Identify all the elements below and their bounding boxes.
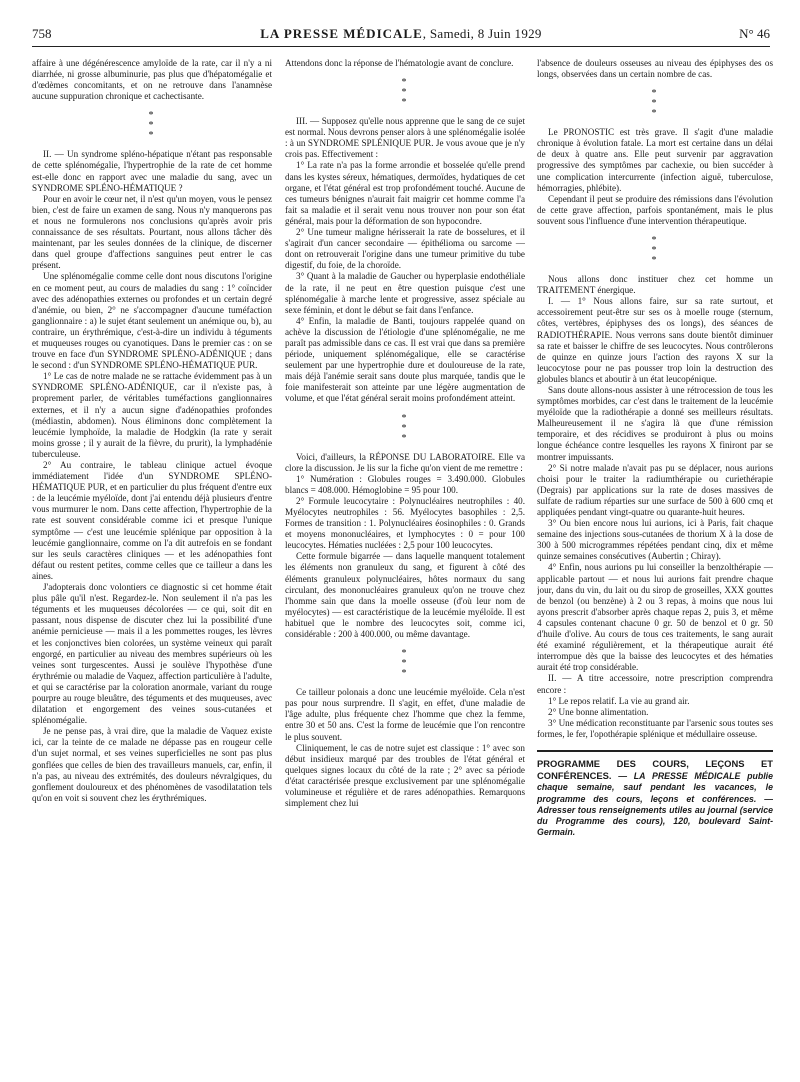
programme-text: — LA PRESSE MÉDICALE publie chaque semaine, sauf pendant les vacances, le programme des cours, leçons et conférences. — Adresser tous renseignements utiles au journal (service du Programme des cours), 120, boulevard Saint-Germain. bbox=[537, 771, 773, 838]
paragraph: Cette formule bigarrée — dans laquelle manquent totalement les éléments non granuleux du sang, et figurent à côté des éléments granuleux polynucléaires, hôtes normaux du sang circulant, des mononucléaires granuleux qu'on ne trouve chez l'homme sain que dans la moelle osseuse (d'où leur nom de myélocytes) — est caractéristique de la leucémie myéloïde. Il est habituel que le nombre des leucocytes soit, comme ici, considérable : 200 à 400.000, ou même davantage. bbox=[285, 551, 525, 640]
paragraph: Je ne pense pas, à vrai dire, que la maladie de Vaquez existe ici, car la teinte de ce malade ne dépasse pas en rougeur celle d'un sujet normal, et ses veines superficielles ne sont pas plus gonflées que celles de bien des travailleurs manuels, car, enfin, il n'a pas, au niveau des extrémités, des douleurs névralgiques, du gonflement douloureux et des phénomènes de vasodilatation tels qu'on en voit si souvent chez les érythrémiques. bbox=[32, 726, 272, 803]
paragraph: Cliniquement, le cas de notre sujet est classique : 1° avec son début insidieux marqué par des troubles de l'état général et quelques signes locaux du côté de la rate ; 2° avec sa période d'état caractérisée presque exclusivement par une splénomégalie volumineuse et régulière et de rares adénopathies. Remarquons simplement chez lui bbox=[285, 742, 525, 809]
journal-masthead bbox=[32, 26, 770, 42]
section-separator: * * * bbox=[401, 412, 409, 444]
paragraph: Cependant il peut se produire des rémissions dans l'évolution de cette grave affection, parfois spontanément, mais le plus souvent sous l'influence d'une intervention thérapeutique. bbox=[537, 193, 773, 226]
paragraph: Pour en avoir le cœur net, il n'est qu'un moyen, vous le pensez bien, c'est de faire un examen de sang. Nous n'y manquerons pas et nous ne formulerons nos conclusions qu'après avoir pris connaissance de ses résultats. Pourtant, nous allons tâcher dès maintenant, par les seules données de la clinique, de discerner dans quel groupe d'affections sanguines peut entrer le cas présent. bbox=[32, 193, 272, 271]
paragraph: Voici, d'ailleurs, la RÉPONSE DU LABORATOIRE. Elle va clore la discussion. Je lis sur la fiche qu'on vient de me remettre : bbox=[285, 451, 525, 473]
journal-title: LA PRESSE MÉDICALE bbox=[260, 26, 423, 41]
column-right bbox=[537, 58, 773, 1074]
paragraph: II. — Un syndrome spléno-hépatique n'étant pas responsable de cette splénomégalie, l'hypertrophie de la rate de cet homme est-elle donc en rapport avec une maladie du sang, avec un SYNDROME SPLÉNO-HÉMATIQUE ? bbox=[32, 149, 272, 193]
paragraph: 1° La rate n'a pas la forme arrondie et bosselée qu'elle prend dans les kystes séreux, hématiques, dermoïdes, hydatiques de cet organe, et l'état général est trop profondément touché. Aucune de ces tumeurs bénignes n'aurait fait maigrir cet homme comme l'a fait sa maladie et il serait venu nous trouver non pour son état général, mais pour la déformation de son hypocondre. bbox=[285, 160, 525, 226]
section-separator: * * * bbox=[148, 110, 156, 142]
paragraph: 2° Formule leucocytaire : Polynucléaires neutrophiles : 40. Myélocytes neutrophiles : 56. Myélocytes basophiles : 2,5. Formes de transition : 1. Polynucléaires éosinophiles : 0. Grands et moyens mononucléaires, et lymphocytes : 0 = pour 100 leucocytes. Hématies nucléées : 2,5 pour 100 leucocytes. bbox=[285, 495, 525, 551]
paragraph: J'adopterais donc volontiers ce diagnostic si cet homme était plus pâle qu'il n'est. Regardez-le. Non seulement il n'a pas les téguments et les muqueuses décolorées — ce qui, soit dit en passant, nous dispense de discuter chez lui la possibilité d'une anémie pernicieuse — mais il a les pommettes rouges, les lèvres et les conjonctives bien colorées, un système veineux qui paraît engorgé, en particulier au niveau des membres supérieurs où les veines sont turgescentes. Aussi je soulève l'hypothèse d'une érythrémie ou maladie de Vaquez, affection particulière à l'adulte, et qui se caractérise par la coloration anormale, variant du rouge pourpre au rouge bleuâtre, des téguments et des muqueuses, avec dilatation et engorgement des veines sous-cutanées et splénomégalie. bbox=[32, 582, 272, 726]
programme-title: PROGRAMME DES COURS, LEÇONS ET CONFÉRENCES. bbox=[537, 757, 773, 782]
paragraph: Nous allons donc instituer chez cet homme un TRAITEMENT énergique. bbox=[537, 274, 773, 296]
paragraph: affaire à une dégénérescence amyloïde de la rate, car il n'y a ni diarrhée, ni grosse albuminurie, pas plus que d'hépatomégalie et d'œdèmes concomitants, et on ne retrouve dans l'anamnèse aucune suppuration chronique et cachectisante. bbox=[32, 58, 272, 102]
paragraph: Attendons donc la réponse de l'hématologie avant de conclure. bbox=[285, 58, 514, 68]
paragraph: 2° Une tumeur maligne hérisserait la rate de bosselures, et il s'agirait d'un cancer secondaire — épithélioma ou sarcome — dont on retrouverait l'origine dans une tumeur primitive du tube digestif, du foie, de la choroïde. bbox=[285, 227, 525, 271]
paragraph: 3° Quant à la maladie de Gaucher ou hyperplasie endothéliale de la rate, il ne peut en être question puisque c'est une splénomégalie à marche lente et progressive, assez spéciale au sexe féminin, et dont le début se fait dans l'enfance. bbox=[285, 271, 525, 315]
paragraph: Sans doute allons-nous assister à une rétrocession de tous les symptômes morbides, car c'est dans le traitement de la leucémie myéloïde que la radiothérapie a donné ses meilleurs résultats. Malheureusement il ne s'agira là que d'une rémission temporaire, et des récidives se produiront à plus ou moins longue échéance contre lesquelles les rayons X finiront par se montrer impuissants. bbox=[537, 384, 773, 462]
paragraph: III. — Supposez qu'elle nous apprenne que le sang de ce sujet est normal. Nous devrons penser alors à une splénomégalie isolée : à un SYNDROME SPLÉNIQUE PUR. Je vous avoue que je n'y crois pas. Effectivement : bbox=[285, 116, 525, 160]
section-separator: * * * bbox=[651, 88, 659, 120]
header-rule bbox=[32, 46, 770, 47]
paragraph: l'absence de douleurs osseuses au niveau des épiphyses des os longs, observées dans un certain nombre de cas. bbox=[537, 58, 773, 80]
paragraph: I. — 1° Nous allons faire, sur sa rate surtout, et accessoirement peut-être sur ses os à moelle rouge (sternum, côtes, vertèbres, épiphyses des os longs), des séances de RADIOTHÉRAPIE. Nous verrons sans doute bientôt diminuer sa rate et baisser le chiffre de ses leucocytes. Nous contrôlerons de quinze en quinze jours l'action des rayons X sur la leucocytose pour ne pas pousser trop loin la destruction des globules blancs et aboutir à un état leucopénique. bbox=[537, 296, 773, 384]
paragraph: 2° Si notre malade n'avait pas pu se déplacer, nous aurions choisi pour le traiter la radiumthérapie ou curiethérapie (Degrais) par applications sur la rate de doses massives de sulfate de radium réparties sur une surface de 500 à 600 cmq et appliquées pendant vingt-quatre ou quarante-huit heures. bbox=[537, 462, 773, 517]
paragraph: 3° Ou bien encore nous lui aurions, ici à Paris, fait chaque semaine des injections sous-cutanées de thorium X à la dose de 300 à 500 microgrammes répétées pendant cinq, dix et même quinze semaines consécutives (Aubertin ; Chiray). bbox=[537, 518, 773, 562]
section-separator: * * * bbox=[401, 648, 409, 680]
paragraph: 4° Enfin, nous aurions pu lui conseiller la benzolthérapie — applicable partout — et nous lui aurions fait prendre chaque jour, dans du vin, du lait ou du sirop de groseilles, XXX gouttes de benzol (ou benzène) à 2 ou 3 repas, à moins que nous lui ayons prescrit d'absorber après chaque repas 2, puis 3, et même 4 capsules contenant chacune 0 gr. 50 de benzol et 0 gr. 50 d'huile d'olive. Au cours de tous ces traitements, le sang aurait été examiné régulièrement, et la thérapeutique aurait été interrompue dès que la baisse des leucocytes et des hématies aurait été trop considérable. bbox=[537, 562, 773, 673]
column-left bbox=[32, 58, 272, 1074]
paragraph: Ce tailleur polonais a donc une leucémie myéloïde. Cela n'est pas pour nous surprendre. Il s'agit, en effet, d'une maladie de l'âge adulte, plus fréquente chez l'homme que chez la femme, entre 30 et 50 ans. C'est la forme de leucémie que l'on rencontre le plus souvent. bbox=[285, 687, 525, 742]
paragraph: 1° Numération : Globules rouges = 3.490.000. Globules blancs = 408.000. Hémoglobine = 95 pour 100. bbox=[285, 473, 525, 495]
section-separator: * * * bbox=[651, 235, 659, 267]
paragraph: 1° Le cas de notre malade ne se rattache évidemment pas à un SYNDROME SPLÉNO-ADÉNIQUE, car il n'existe pas, à proprement parler, de véritables tuméfactions ganglionnaires externes, et il n'y a aucun signe d'adénopathies profondes (médiastin, abdomen). Nous éliminons donc complètement la leucémie lymphoïde, la maladie de Hodgkin (la rate y serait moins grosse ; il y aurait de la fièvre, du prurit), la lymphadénie tuberculeuse. bbox=[32, 371, 272, 459]
paragraph: 1° Le repos relatif. La vie au grand air. bbox=[548, 695, 690, 706]
paragraph: 2° Au contraire, le tableau clinique actuel évoque immédiatement l'idée d'un SYNDROME SPLÉNO-HÉMATIQUE PUR, et en particulier du plus fréquent d'entre eux : de la leucémie myéloïde, dont j'ai entendu déjà plusieurs d'entre vous murmurer le nom. Dans cette affection, l'hypertrophie de la rate est souvent considérable comme ici et presque l'unique symptôme — c'est une leucémie splénique par opposition à la leucémie ganglionnaire, comme on l'a dit autrefois en se fondant sur les seuls caractères cliniques — et les adénopathies font défaut ou restent petites, comme celles que ce tailleur a dans les aines. bbox=[32, 460, 272, 581]
paragraph: Le PRONOSTIC est très grave. Il s'agit d'une maladie chronique à évolution fatale. La mort est certaine dans un délai de deux à quatre ans. Elle peut survenir par aggravation progressive des symptômes par cachexie, ou bien succéder à une complication intercurrente (infection aiguë, tuberculose, hémorragies, phlébite). bbox=[537, 127, 773, 193]
issue-number: N° 46 bbox=[739, 26, 770, 41]
column-middle bbox=[285, 58, 525, 1074]
page-header bbox=[32, 26, 770, 48]
issue-date: , Samedi, 8 Juin 1929 bbox=[422, 26, 542, 41]
paragraph: 4° Enfin, la maladie de Banti, toujours rappelée quand on achève la discussion de l'étiologie d'une splénomégalie, ne me paraît pas admissible dans ce cas. Il est vrai que dans sa première période, uniquement splénomégalique, elle se caractérise seulement par une hypertrophie dure et douloureuse de la rate, mais déjà l'anémie serait sans doute plus marquée, tandis que le foie manifesterait son atteinte par une légère augmentation de volume, et que l'état général serait moins profondément atteint. bbox=[285, 315, 525, 404]
paragraph: 3° Une médication reconstituante par l'arsenic sous toutes ses formes, le fer, l'opothérapie splénique et médullaire osseuse. bbox=[537, 717, 773, 739]
section-separator: * * * bbox=[401, 77, 409, 109]
paragraph: II. — A titre accessoire, notre prescription comprendra encore : bbox=[537, 673, 773, 695]
paragraph: Une splénomégalie comme celle dont nous discutons l'origine en ce moment peut, au cours de maladies du sang : 1° coïncider avec des adénopathies externes ou profondes et un certain degré d'anémie, ou bien, 2° ne s'accompagner d'aucune tuméfaction ganglionnaire : a) le sujet étant seulement un anémique ou, b), au contraire, un érythrémique, c'est-à-dire un individu à téguments et muqueuses rouges ou cyanotiques. Dans le premier cas : on se trouve en face d'un SYNDROME SPLÉNO-ADÉNIQUE ; dans le second : d'un SYNDROME SPLÉNO-HÉMATIQUE PUR. bbox=[32, 271, 272, 371]
page-number: 758 bbox=[32, 26, 52, 41]
paragraph: 2° Une bonne alimentation. bbox=[548, 706, 649, 717]
programme-notice bbox=[537, 750, 773, 838]
